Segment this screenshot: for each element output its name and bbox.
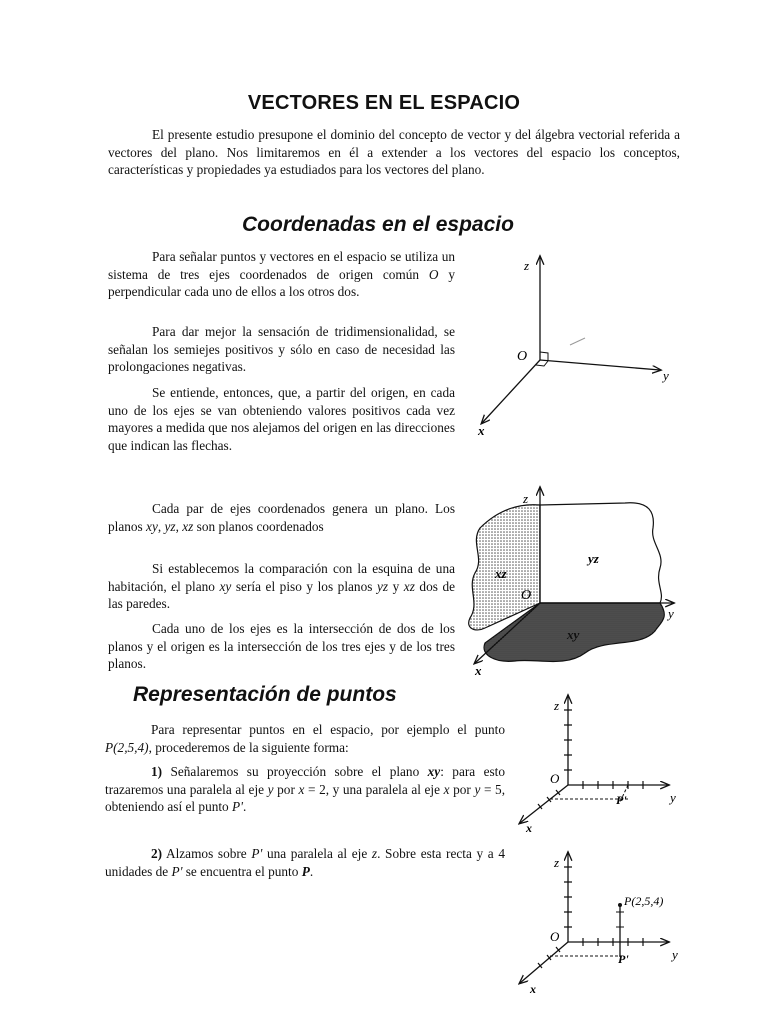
z-label: z (554, 698, 560, 713)
text: por (449, 781, 475, 797)
xy-label: xy (567, 627, 580, 642)
text: P' (171, 863, 183, 879)
text: xy (219, 578, 232, 594)
section-heading-representacion: Representación de puntos (133, 683, 397, 706)
origin-label: O (550, 771, 560, 786)
y-label: y (663, 368, 669, 383)
text: son planos coordenados (193, 518, 324, 534)
point-p-prime-label: P' (616, 793, 627, 807)
text: x (298, 781, 305, 797)
para-coordenadas-1 (108, 248, 455, 301)
text: dos de las paredes. (108, 578, 456, 611)
text: y perpendicular cada uno de ellos a los otros dos. (108, 266, 455, 299)
figure-axes (460, 245, 690, 440)
para-paso-2 (105, 845, 505, 880)
y-label: y (672, 947, 678, 962)
text: xz (182, 518, 194, 534)
point-p-label: P(2,5,4) (624, 894, 664, 908)
text: Para señalar puntos y vectores en el espacio se utiliza un sistema de tres ejes coordenados de origen común (108, 249, 455, 282)
page-title: VECTORES EN EL ESPACIO (247, 92, 521, 114)
text: , (157, 518, 165, 534)
text: Señalaremos su proyección sobre el plano (162, 764, 428, 779)
text: xz (403, 578, 415, 594)
figure-point-p (510, 845, 720, 995)
text: por (273, 781, 299, 797)
para-coordenadas-3: Se entiende, entonces, que, a partir del origen, en cada uno de los ejes se van obteniendo valores positivos cada vez mayores a medida que nos alejamos del origen en las direcciones que indican las flechas. (108, 385, 455, 453)
text: = 5, obteniendo así el punto (105, 781, 506, 814)
text: 2) (151, 846, 163, 861)
text: O (428, 266, 439, 282)
text: xy (146, 518, 158, 534)
origin-label: O (517, 349, 528, 364)
text: y (474, 781, 481, 797)
text: una paralela al eje (262, 846, 372, 861)
text: Cada par de ejes coordenados genera un plano. Los planos (108, 501, 455, 534)
text: y (267, 781, 274, 797)
text: . Sobre esta recta y a 4 unidades de (105, 846, 505, 879)
xz-label: xz (495, 566, 507, 581)
figure-planes (455, 483, 695, 678)
text: se encuentra el punto (182, 863, 302, 879)
x-label: x (526, 821, 532, 835)
text: P' (232, 799, 244, 814)
para-puntos-1 (105, 721, 505, 756)
z-label: z (523, 491, 529, 506)
x-label: x (475, 663, 482, 678)
text: 1) (151, 764, 163, 779)
origin-label: O (550, 929, 560, 944)
para-planos-1 (108, 500, 455, 535)
text: y (388, 578, 404, 594)
text: = 2, y una paralela al eje (304, 781, 444, 797)
text: . (309, 863, 314, 879)
text: yz (376, 578, 389, 594)
text: : para esto trazaremos una paralela al eje (105, 764, 505, 797)
para-paso-1 (105, 763, 505, 816)
x-label: x (478, 423, 485, 438)
x-axis (482, 360, 540, 423)
figure-projection (510, 690, 710, 835)
text: . (243, 799, 247, 814)
para-planos-2 (108, 560, 455, 613)
axis-tick-mark (570, 338, 585, 345)
text: yz (164, 518, 176, 534)
para-coordenadas-2: Para dar mejor la sensación de tridimensionalidad, se señalan los semiejes positivos y sólo en caso de necesidad las prolongaciones negativas. (108, 324, 455, 374)
section-heading-coordenadas: Coordenadas en el espacio (242, 213, 514, 236)
text: , (175, 518, 183, 534)
text: z (371, 846, 378, 861)
y-label: y (668, 606, 674, 621)
yz-label: yz (588, 551, 599, 566)
text: , procederemos de la siguiente forma: (148, 739, 349, 755)
origin-label: O (521, 588, 532, 603)
z-label: z (524, 258, 530, 273)
text: P(2,5,4) (105, 739, 149, 755)
text: Si establecemos la comparación con la esquina de una habitación, el plano (108, 561, 455, 594)
yz-plane (540, 503, 661, 603)
point-p-prime-label: P' (618, 952, 629, 966)
text: P' (251, 846, 263, 861)
text: sería el piso y los planos (231, 578, 377, 594)
intro-paragraph: El presente estudio presupone el dominio del concepto de vector y del álgebra vectorial referida a vectores del plano. Nos limitaremos en él a extender a los vectores del espacio los conceptos, características y propiedades ya estudiados para los vectores del plano. (108, 127, 680, 177)
text: x (443, 781, 450, 797)
y-label: y (670, 790, 676, 805)
text: Alzamos sobre (162, 846, 252, 861)
point-p-marker (618, 903, 622, 907)
y-axis (540, 360, 660, 370)
x-axis (520, 785, 568, 823)
x-label: x (530, 982, 536, 995)
text: P (301, 863, 310, 879)
x-axis (520, 942, 568, 983)
text: xy (427, 764, 441, 779)
text: Para representar puntos en el espacio, por ejemplo el punto (151, 722, 505, 737)
z-label: z (554, 855, 560, 870)
para-planos-3: Cada uno de los ejes es la intersección de dos de los planos y el origen es la intersección de los tres ejes y de los tres planos. (108, 621, 455, 671)
